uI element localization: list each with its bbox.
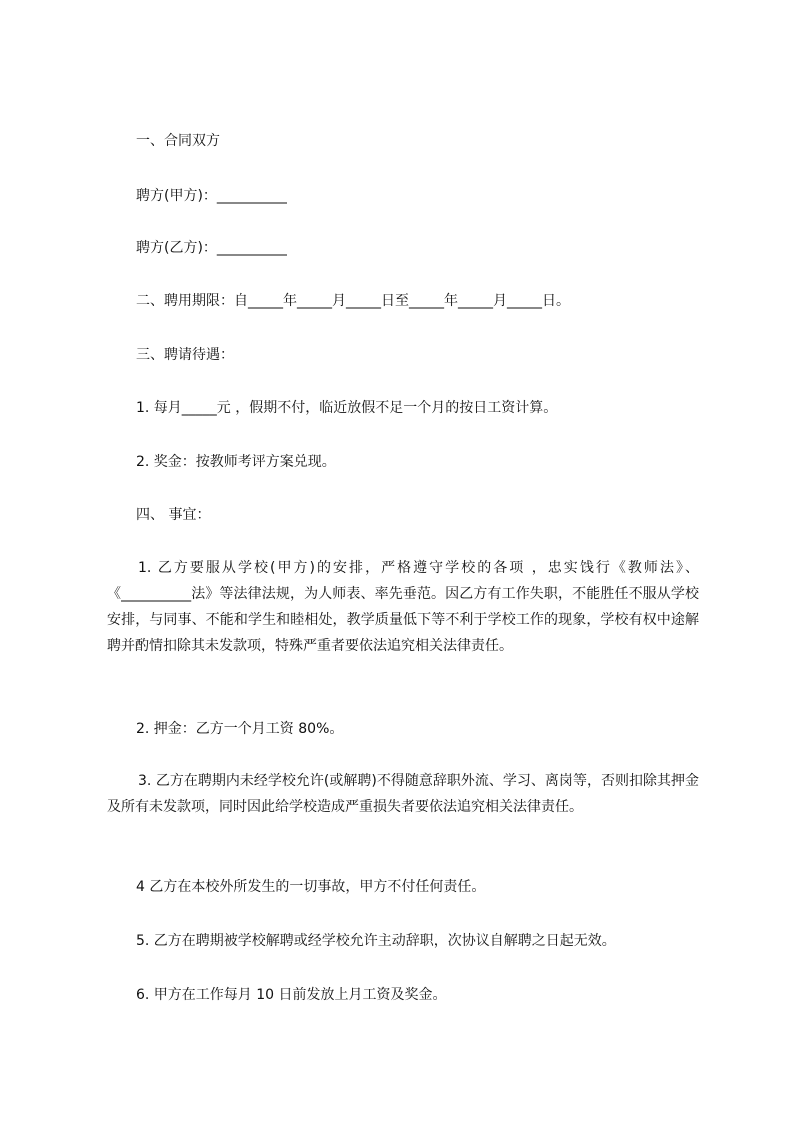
section-1-heading: 一、合同双方	[136, 133, 220, 149]
pay-item-2: 2. 奖金：按教师考评方案兑现。	[136, 454, 336, 470]
matter-item-1: 1. 乙方要服从学校(甲方)的安排，严格遵守学校的各项 ，忠实饯行《教师法》、《__________法》等法律法规，为人师表、率先垂范。因乙方有工作失职，不能胜任不服从学校安排，与同事、不能和学生和睦相处，教学质量低下等不利于学校工作的现象，学校有权中途解聘并酌情扣除其未发款项，特殊严重者要依法追究相关法律责任。	[107, 560, 699, 654]
section-4-heading: 四、 事宜：	[136, 507, 211, 523]
matter-item-5: 5. 乙方在聘期被学校解聘或经学校允许主动辞职，次协议自解聘之日起无效。	[136, 933, 616, 949]
matter-item-2: 2. 押金：乙方一个月工资 80%。	[136, 721, 344, 737]
party-b-field: 聘方(乙方)：__________	[136, 240, 287, 256]
matter-item-3: 3. 乙方在聘期内未经学校允许(或解聘)不得随意辞职外流、学习、离岗等，否则扣除其押金及所有未发款项，同时因此给学校造成严重损失者要依法追究相关法律责任。	[107, 773, 699, 815]
section-3-heading: 三、聘请待遇：	[136, 347, 234, 363]
pay-item-1: 1. 每月_____元 ，假期不付，临近放假不足一个月的按日工资计算。	[136, 400, 558, 416]
matter-item-6: 6. 甲方在工作每月 10 日前发放上月工资及奖金。	[136, 987, 447, 1003]
section-2-term: 二、聘用期限：自_____年_____月_____日至_____年_____月_____日。	[136, 293, 570, 309]
matter-item-4: 4 乙方在本校外所发生的一切事故，甲方不付任何责任。	[136, 879, 486, 895]
party-a-field: 聘方(甲方)：__________	[136, 188, 287, 204]
